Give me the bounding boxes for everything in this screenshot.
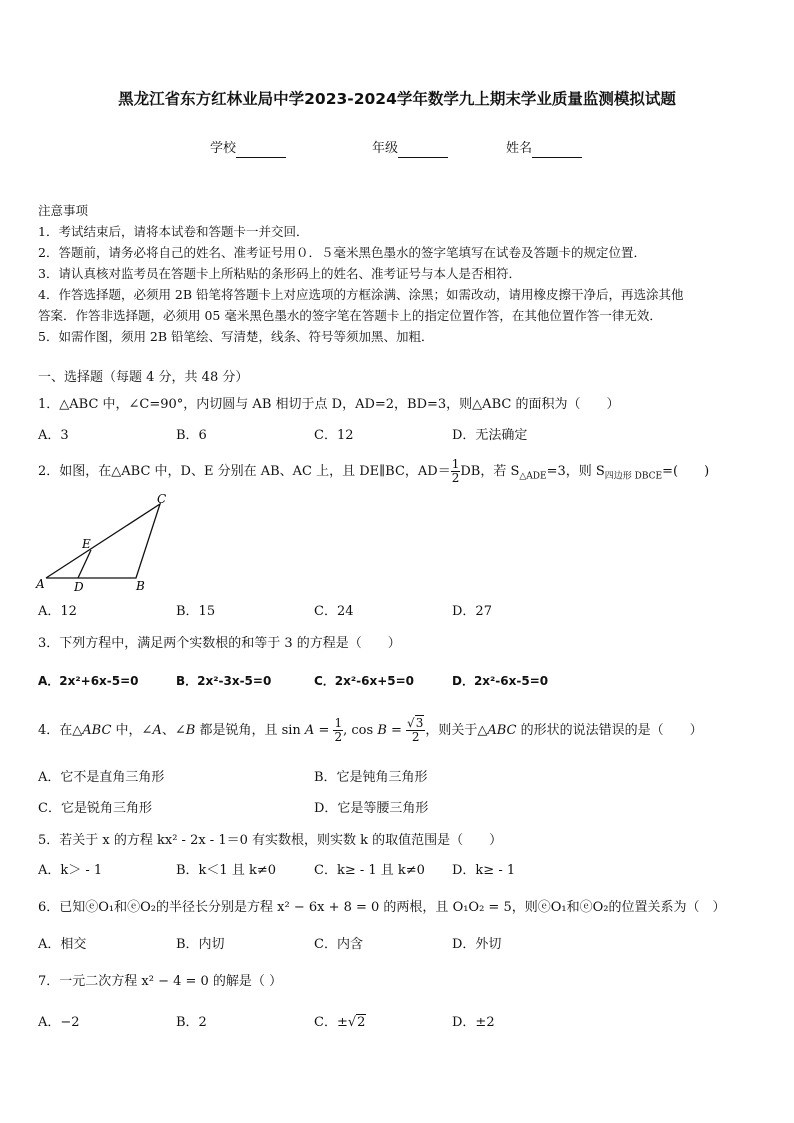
- q3-option-c[interactable]: C．2x²-6x+5=0: [314, 674, 415, 688]
- q4-f1-num: 1: [334, 716, 343, 730]
- q4-f2-num: √3: [407, 716, 424, 730]
- q2-frac-denominator: 2: [451, 471, 460, 485]
- q2-sub-dbce: 四边形 DBCE: [604, 471, 663, 482]
- notice-item-4: 4．作答选择题，必须用 2B 铅笔将答题卡上对应选项的方框涂满、涂黑；如需改动，请用橡皮擦干净后，再选涂其他: [38, 287, 684, 302]
- label-b: B: [136, 579, 145, 593]
- notice-item-5: 5．如需作图，须用 2B 铅笔绘、写清楚，线条、符号等须加黑、加粗．: [38, 329, 434, 344]
- q4-t1: 4．在△: [38, 723, 83, 738]
- label-e: E: [82, 537, 91, 551]
- page-title: 黑龙江省东方红林业局中学2023-2024学年数学九上期末学业质量监测模拟试题: [118, 90, 676, 108]
- q4-b: B: [185, 723, 196, 738]
- q5-option-c[interactable]: C．k≥ - 1 且 k≠0: [314, 863, 425, 878]
- school-blank[interactable]: [236, 143, 286, 158]
- q4-a: A: [152, 723, 162, 738]
- q4-t2: 中，∠: [111, 723, 153, 738]
- q4-abc-2: ABC: [487, 723, 517, 738]
- q4-option-a[interactable]: A．它不是直角三角形: [38, 770, 165, 785]
- q4-sin-a: A: [304, 723, 315, 738]
- q5-option-a[interactable]: A．k＞ - 1: [38, 863, 103, 878]
- q6-option-b[interactable]: B．内切: [176, 937, 225, 952]
- q4-t5: ，则关于△: [425, 723, 488, 738]
- q7-option-b[interactable]: B．2: [176, 1015, 207, 1030]
- q4-t4: 都是锐角，且 sin: [195, 723, 305, 738]
- q4-option-b[interactable]: B．它是钝角三角形: [314, 770, 428, 785]
- q7-option-c-text: C．±: [314, 1015, 348, 1030]
- q4-t3: 、∠: [161, 723, 186, 738]
- q4-option-c[interactable]: C．它是锐角三角形: [38, 801, 152, 816]
- q3-option-a[interactable]: A．2x²+6x-5=0: [38, 674, 139, 688]
- segment-de: [78, 550, 91, 578]
- q4-eq1: =: [314, 723, 334, 738]
- q2-fraction: [451, 458, 461, 485]
- triangle-abc: [46, 504, 160, 578]
- grade-field: [372, 140, 448, 158]
- q4-frac-2: [406, 717, 425, 744]
- name-field: [506, 140, 582, 158]
- school-field: [210, 140, 286, 158]
- q4-abc: ABC: [82, 723, 112, 738]
- label-a: A: [36, 577, 45, 591]
- name-label: 姓名: [506, 141, 533, 156]
- q2-option-c[interactable]: C．24: [314, 604, 354, 619]
- q2-option-b[interactable]: B．15: [176, 604, 216, 619]
- q3-option-d[interactable]: D．2x²-6x-5=0: [452, 674, 549, 688]
- q5-option-d[interactable]: D．k≥ - 1: [452, 863, 516, 878]
- q3-option-b[interactable]: B．2x²-3x-5=0: [176, 674, 272, 688]
- label-c: C: [157, 492, 167, 506]
- q4-cos: , cos: [343, 723, 378, 738]
- q2-option-d[interactable]: D．27: [452, 604, 492, 619]
- q2-text-pre: 2．如图，在△ABC 中，D、E 分别在 AB、AC 上，且 DE∥BC，AD＝: [38, 464, 451, 479]
- triangle-figure: [34, 490, 174, 594]
- q4-f1-den: 2: [334, 730, 343, 744]
- question-6: 6．已知ⓔO₁和ⓔO₂的半径长分别是方程 x² − 6x + 8 = 0 的两根，且 O₁O₂ = 5，则ⓔO₁和ⓔO₂的位置关系为（ ）: [38, 900, 726, 915]
- q4-cos-b: B: [377, 723, 387, 738]
- question-7: 7．一元二次方程 x² − 4 = 0 的解是（ ）: [38, 974, 283, 989]
- q1-option-c[interactable]: C．12: [314, 428, 354, 443]
- grade-blank[interactable]: [398, 143, 448, 158]
- q2-option-a[interactable]: A．12: [38, 604, 77, 619]
- section-heading: 一、选择题（每题 4 分，共 48 分）: [38, 370, 249, 385]
- q6-option-d[interactable]: D．外切: [452, 937, 502, 952]
- school-label: 学校: [210, 141, 237, 156]
- q2-sub-ade: △ADE: [519, 471, 547, 482]
- q7-option-c[interactable]: C．±√2: [314, 1015, 366, 1030]
- name-blank[interactable]: [532, 143, 582, 158]
- notice-item-3: 3．请认真核对监考员在答题卡上所粘贴的条形码上的姓名、准考证号与本人是否相符．: [38, 266, 521, 281]
- q7-option-d[interactable]: D．±2: [452, 1015, 495, 1030]
- q1-option-d[interactable]: D．无法确定: [452, 428, 528, 443]
- notice-heading: 注意事项: [38, 203, 89, 218]
- q4-f2-radicand: 3: [415, 716, 424, 730]
- q2-text-mid: DB，若 S: [460, 464, 520, 479]
- q7-option-c-radicand: 2: [357, 1015, 366, 1030]
- notice-item-1: 1．考试结束后，请将本试卷和答题卡一并交回．: [38, 224, 309, 239]
- label-d: D: [74, 580, 84, 594]
- q1-option-a[interactable]: A．3: [38, 428, 69, 443]
- q4-t6: 的形状的说法错误的是（ ）: [516, 723, 703, 738]
- q2-frac-numerator: 1: [451, 457, 460, 471]
- notice-item-2: 2．答题前，请务必将自己的姓名、准考证号用０．５毫米黑色墨水的签字笔填写在试卷及答题卡的规定位置．: [38, 245, 646, 260]
- q4-option-d[interactable]: D．它是等腰三角形: [314, 801, 429, 816]
- q6-option-c[interactable]: C．内含: [314, 937, 363, 952]
- q7-option-a[interactable]: A．−2: [38, 1015, 80, 1030]
- q2-text-post: =( ): [662, 464, 710, 479]
- question-1: 1．△ABC 中，∠C=90°，内切圆与 AB 相切于点 D，AD=2，BD=3，则△ABC 的面积为（ ）: [38, 397, 620, 412]
- q2-text-mid2: =3，则 S: [546, 464, 605, 479]
- grade-label: 年级: [372, 141, 399, 156]
- q1-option-b[interactable]: B．6: [176, 428, 207, 443]
- q4-f2-den: 2: [411, 730, 420, 744]
- question-5: 5．若关于 x 的方程 kx² - 2x - 1＝0 有实数根，则实数 k 的取值范围是（ ）: [38, 833, 503, 848]
- question-2: [38, 456, 709, 493]
- q4-frac-1: [333, 717, 343, 744]
- q4-eq2: =: [386, 723, 407, 738]
- question-4: [38, 714, 703, 748]
- question-3: 3．下列方程中，满足两个实数根的和等于 3 的方程是（ ）: [38, 636, 401, 651]
- q5-option-b[interactable]: B．k＜1 且 k≠0: [176, 863, 277, 878]
- q6-option-a[interactable]: A．相交: [38, 937, 87, 952]
- notice-item-4-cont: 答案．作答非选择题，必须用 05 毫米黑色墨水的签字笔在答题卡上的指定位置作答，在其他位置作答一律无效．: [38, 308, 662, 323]
